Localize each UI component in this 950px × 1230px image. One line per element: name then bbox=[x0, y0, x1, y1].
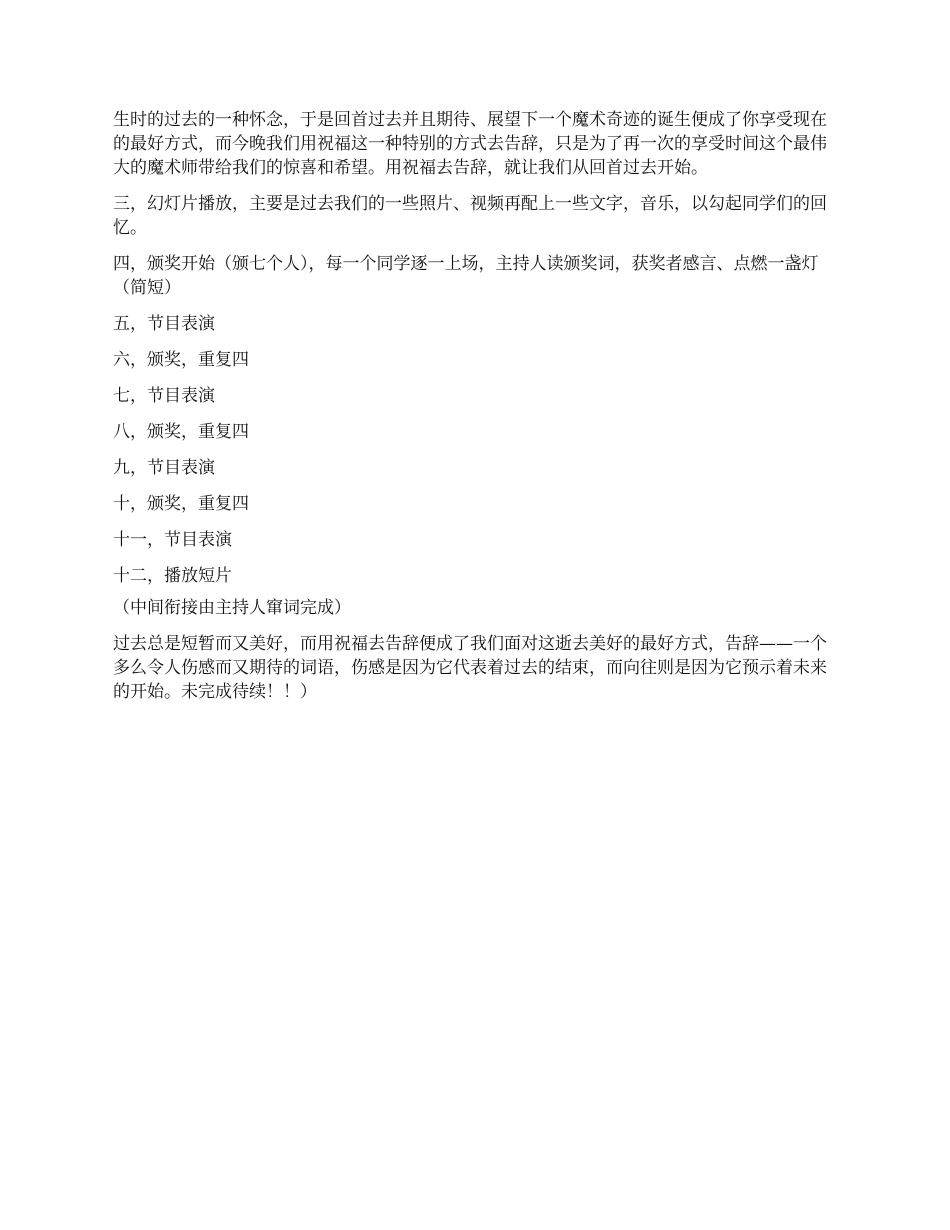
paragraph-closing: 过去总是短暂而又美好，而用祝福去告辞便成了我们面对这逝去美好的最好方式，告辞——一个多么令人伤感而又期待的词语，伤感是因为它代表着过去的结束，而向往则是因为它预示着未来的开始。未完成待续！！） bbox=[113, 634, 827, 702]
paragraph-item-6: 六，颁奖，重复四 bbox=[113, 350, 249, 370]
paragraph-item-10: 十，颁奖，重复四 bbox=[113, 494, 249, 514]
paragraph-item-4-awards: 四，颁奖开始（颁七个人），每一个同学逐一上场，主持人读颁奖词，获奖者感言、点燃一盏灯（简短） bbox=[113, 254, 819, 298]
paragraph-intro-continuation: 生时的过去的一种怀念，于是回首过去并且期待、展望下一个魔术奇迹的诞生便成了你享受现在的最好方式，而今晚我们用祝福这一种特别的方式去告辞，只是为了再一次的享受时间这个最伟大的魔术师带给我们的惊喜和希望。用祝福去告辞，就让我们从回首过去开始。 bbox=[113, 110, 827, 178]
paragraph-item-5: 五，节目表演 bbox=[113, 314, 215, 334]
paragraph-item-8: 八，颁奖，重复四 bbox=[113, 422, 249, 442]
paragraph-item-7: 七，节目表演 bbox=[113, 386, 215, 406]
paragraph-item-9: 九，节目表演 bbox=[113, 458, 215, 478]
paragraph-item-12: 十二，播放短片 bbox=[113, 566, 232, 586]
paragraph-item-3-slideshow: 三，幻灯片播放，主要是过去我们的一些照片、视频再配上一些文字，音乐，以勾起同学们的回忆。 bbox=[113, 194, 827, 238]
paragraph-item-11: 十一，节目表演 bbox=[113, 530, 232, 550]
document-page bbox=[113, 108, 840, 704]
paragraph-host-note: （中间衔接由主持人窜词完成） bbox=[113, 598, 351, 618]
